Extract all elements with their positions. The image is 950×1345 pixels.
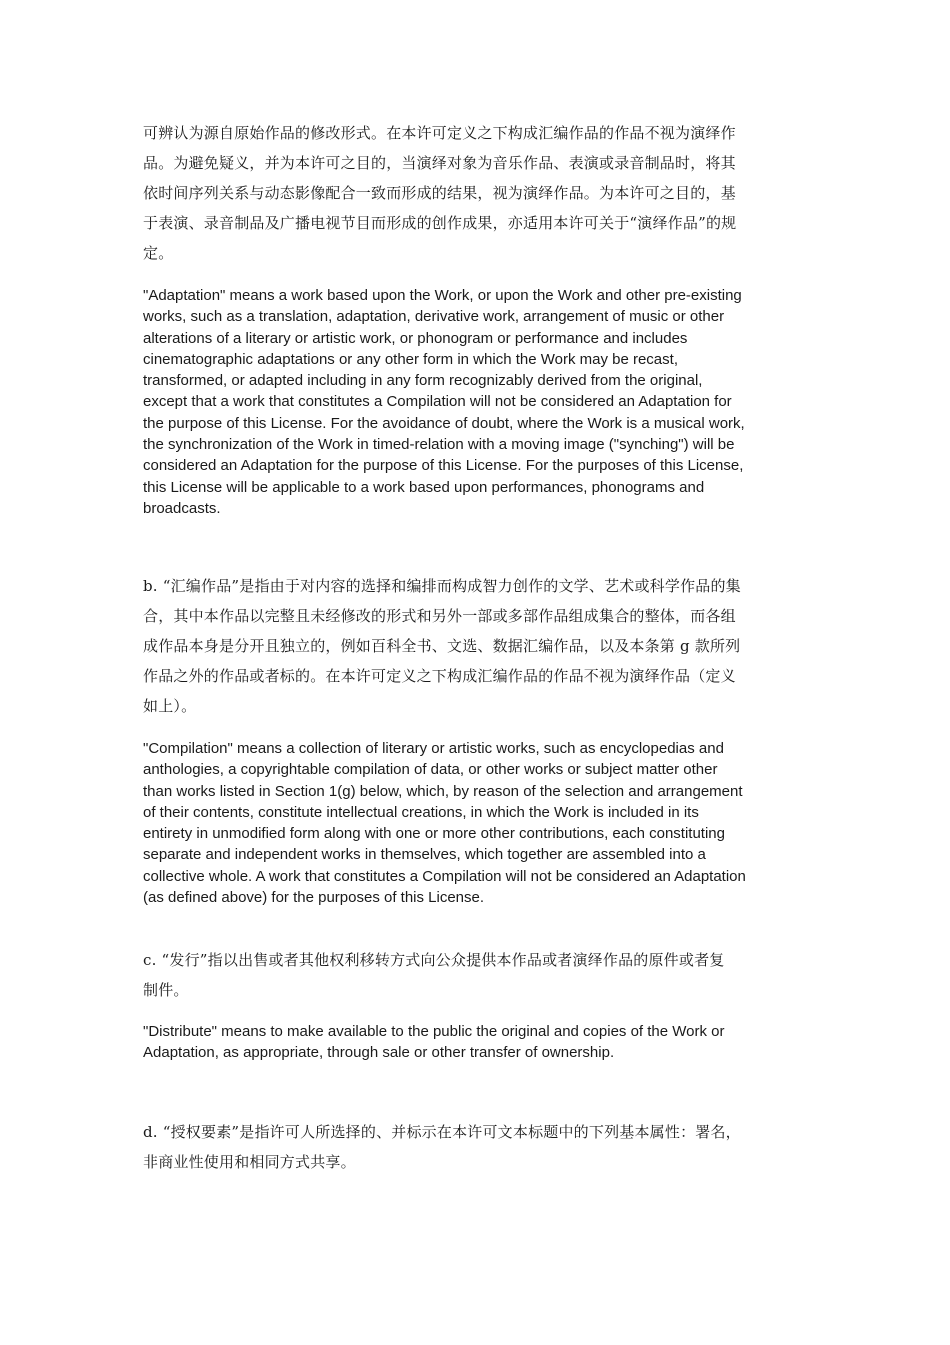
paragraph-adaptation-en: "Adaptation" means a work based upon the Work, or upon the Work and other pre-existing works, such as a translation, adaptation, derivative work, arrangement of music or other alterations of a literary or artistic work, or phonogram or performance and includes cinematographic adaptations or any other form in which the Work may be recast, transformed, or adapted including in any form recognizably derived from the original, except that a work that constitutes a Compilation will not be considered an Adaptation for the purpose of this License. For the avoidance of doubt, where the Work is a musical work, the synchronization of the Work in timed-relation with a moving image ("synching") will be considered an Adaptation for the purpose of this License. For the purposes of this License, this License will be applicable to a work based upon performances, phonograms and broadcasts. [143, 287, 745, 517]
paragraph-distribute-en: "Distribute" means to make available to the public the original and copies of the Work or Adaptation, as appropriate, through sale or other transfer of ownership. [143, 1023, 725, 1062]
paragraph-distribute-zh: c. “发行”指以出售或者其他权利移转方式向公众提供本作品或者演绎作品的原件或者复 制件。 [143, 951, 725, 999]
paragraph-adaptation-zh: 可辨认为源自原始作品的修改形式。在本许可定义之下构成汇编作品的作品不视为演绎作品。为避免疑义，并为本许可之目的，当演绎对象为音乐作品、表演或录音制品时，将其依时间序列关系与动态影像配合一致而形成的结果，视为演绎作品。为本许可之目的，基于表演、录音制品及广播电视节目而形成的创作成果，亦适用本许可关于“演绎作品”的规定。 [143, 124, 737, 262]
paragraph-compilation-zh: b. “汇编作品”是指由于对内容的选择和编排而构成智力创作的文学、艺术或科学作品的集合，其中本作品以完整且未经修改的形式和另外一部或多部作品组成集合的整体，而各组成作品本身是分开且独立的，例如百科全书、文选、数据汇编作品，以及本条第 g 款所列作品之外的作品或者标的。在本许可定义之下构成汇编作品的作品不视为演绎作品（定义如上）。 [143, 577, 741, 715]
paragraph-compilation-en: "Compilation" means a collection of literary or artistic works, such as encyclopedias and anthologies, a copyrightable compilation of data, or other works or subject matter other than works listed in Section 1(g) below, which, by reason of the selection and arrangement of their contents, constitute intellectual creations, in which the Work is included in its entirety in unmodified form along with one or more other contributions, each constituting separate and independent works in themselves, which together are assembled into a collective whole. A work that constitutes a Compilation will not be considered an Adaptation (as defined above) for the purposes of this License. [143, 740, 746, 907]
paragraph-license-elements-zh: d. “授权要素”是指许可人所选择的、并标示在本许可文本标题中的下列基本属性：署名，非商业性使用和相同方式共享。 [143, 1123, 741, 1171]
